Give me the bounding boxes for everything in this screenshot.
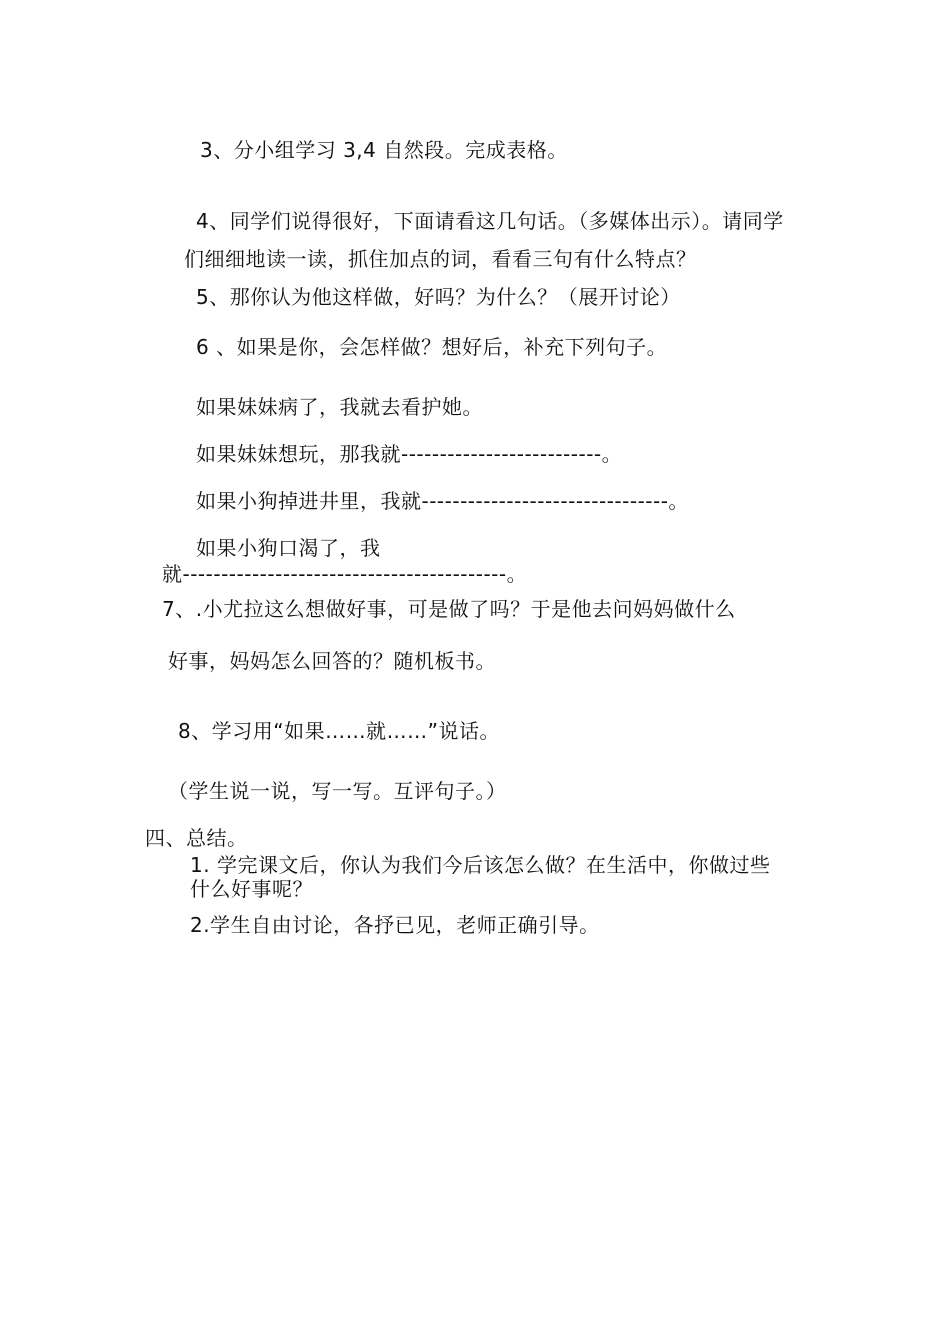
example-sentence-2: 如果妹妹想玩，那我就--------------------------。 — [196, 442, 623, 466]
example-sentence-4-line-2: 就------------------------------------------。 — [162, 562, 528, 586]
summary-item-1-line-2: 什么好事呢？ — [190, 877, 313, 901]
step-7-text-line-2: 好事，妈妈怎么回答的？随机板书。 — [168, 649, 496, 673]
step-7-text-line-1: 7、.小尤拉这么想做好事，可是做了吗？于是他去问妈妈做什么 — [162, 597, 736, 621]
step-5-text: 5、那你认为他这样做，好吗？为什么？（展开讨论） — [196, 285, 681, 309]
summary-item-1-line-1: 1. 学完课文后，你认为我们今后该怎么做？在生活中，你做过些 — [190, 853, 771, 877]
step-8-note: （学生说一说，写一写。互评句子。） — [168, 779, 507, 803]
step-4-text-line-2: 们细细地读一读，抓住加点的词，看看三句有什么特点？ — [184, 247, 697, 271]
section-heading-summary: 四、总结。 — [145, 826, 248, 850]
step-6-text: 6 、如果是你，会怎样做？想好后，补充下列句子。 — [196, 335, 668, 359]
summary-item-2: 2.学生自由讨论，各抒已见，老师正确引导。 — [190, 913, 600, 937]
example-sentence-1: 如果妹妹病了，我就去看护她。 — [196, 395, 483, 419]
step-8-text: 8、学习用“如果……就……”说话。 — [178, 719, 500, 743]
example-sentence-3: 如果小狗掉进井里，我就--------------------------------。 — [196, 489, 689, 513]
step-3-text: 3、分小组学习 3,4 自然段。完成表格。 — [200, 138, 568, 162]
step-4-text-line-1: 4、同学们说得很好，下面请看这几句话。（多媒体出示）。请同学 — [196, 209, 784, 233]
example-sentence-4-line-1: 如果小狗口渴了，我 — [196, 536, 381, 560]
